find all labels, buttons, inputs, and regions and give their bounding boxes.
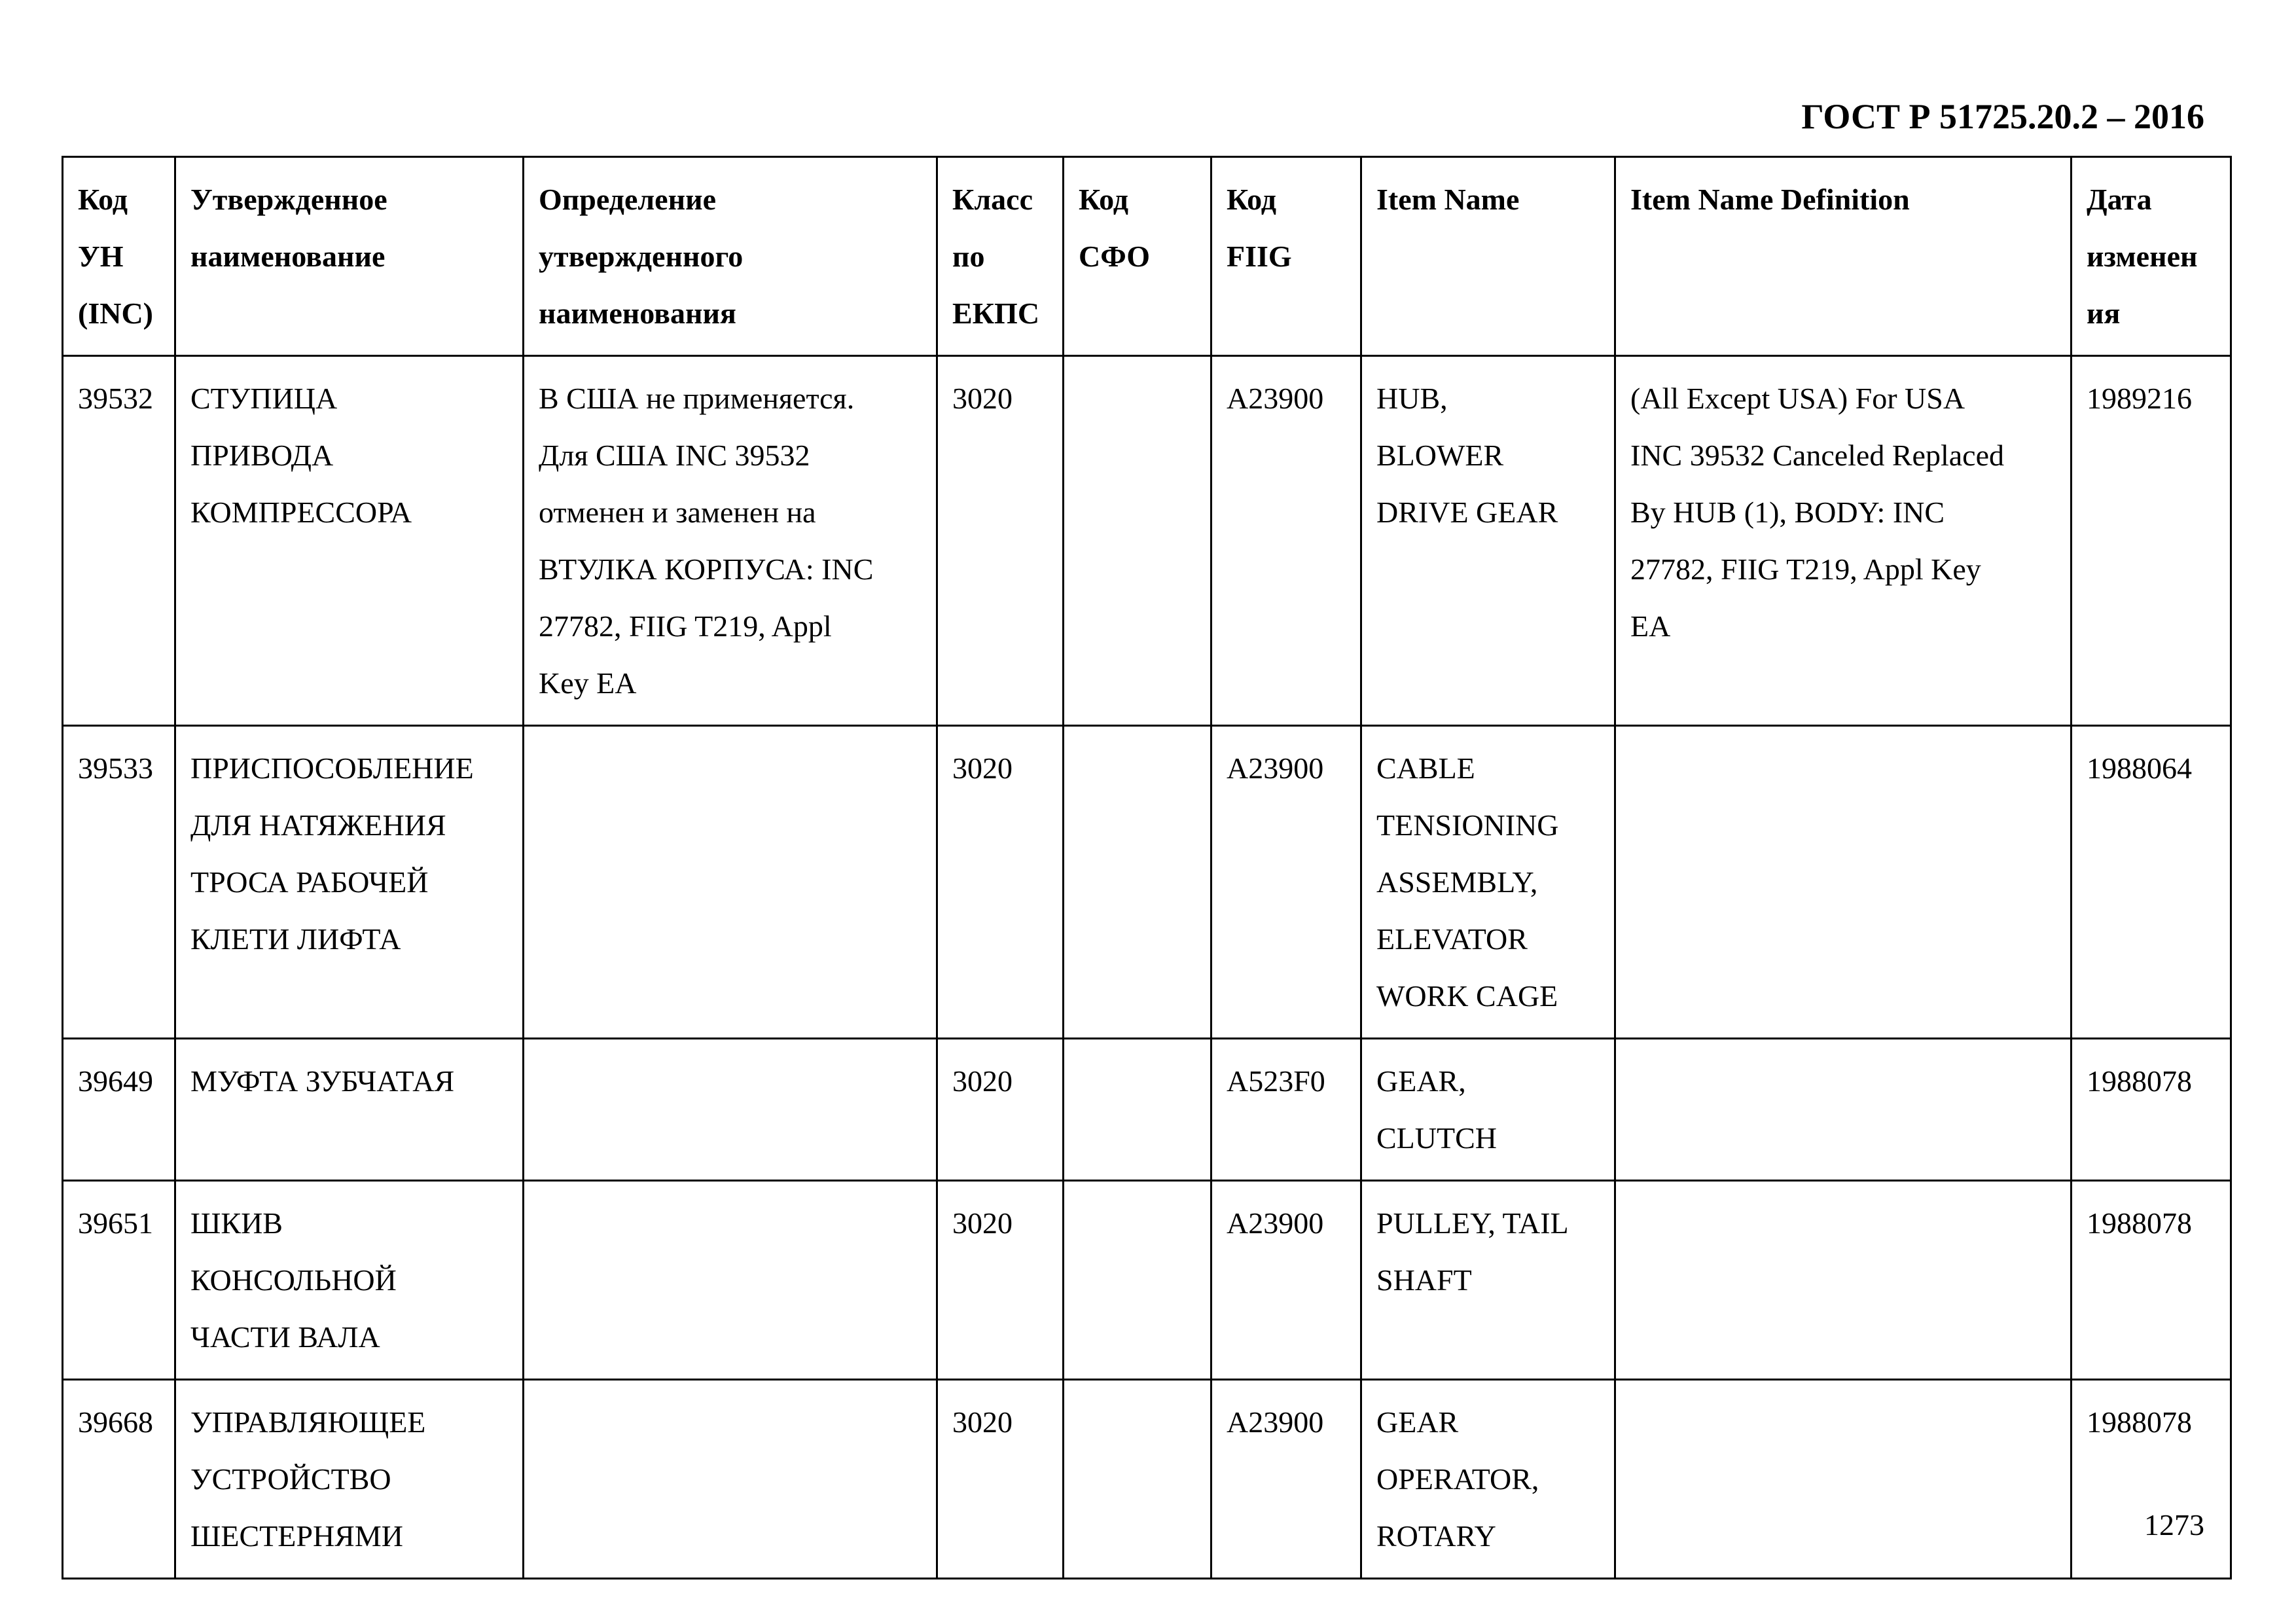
table-body — [63, 356, 2231, 1579]
column-header-line: Класс — [952, 183, 1033, 216]
column-header-sfo-code — [1064, 157, 1211, 356]
cell-line: 1988078 — [2087, 1405, 2192, 1439]
cell-inc-code — [63, 726, 175, 1039]
cell-inc-code — [63, 1039, 175, 1181]
cell-item-name — [1361, 1039, 1615, 1181]
cell-sfo-code — [1064, 1380, 1211, 1579]
cell-line: (All Except USA) For USA — [1630, 382, 1965, 415]
cell-line: GEAR — [1376, 1405, 1459, 1439]
cell-line: ЧАСТИ ВАЛА — [190, 1320, 380, 1354]
cell-item-name — [1361, 356, 1615, 726]
column-header-line: Утвержденное — [190, 183, 387, 216]
cell-fiig-code — [1211, 1380, 1361, 1579]
table-row — [63, 1181, 2231, 1380]
cell-line: PULLEY, TAIL — [1376, 1206, 1569, 1240]
cell-line: ШКИВ — [190, 1206, 283, 1240]
table-row — [63, 726, 2231, 1039]
cell-line: A23900 — [1227, 1206, 1324, 1240]
cell-line: СТУПИЦА — [190, 382, 338, 415]
cell-item-name-definition — [1615, 356, 2072, 726]
cell-line: Для США INC 39532 — [539, 439, 810, 472]
cell-line: By HUB (1), BODY: INC — [1630, 496, 1945, 529]
cell-line: ТРОСА РАБОЧЕЙ — [190, 865, 429, 899]
column-header-line: Код — [1227, 183, 1277, 216]
table-row — [63, 1380, 2231, 1579]
cell-name-definition — [524, 1039, 937, 1181]
cell-line: WORK CAGE — [1376, 979, 1558, 1013]
cell-line: КОНСОЛЬНОЙ — [190, 1263, 397, 1297]
cell-line: 3020 — [952, 1064, 1013, 1098]
cell-line: КЛЕТИ ЛИФТА — [190, 922, 401, 956]
cell-fiig-code — [1211, 1039, 1361, 1181]
page-number: 1273 — [2144, 1508, 2204, 1542]
cell-line: GEAR, — [1376, 1064, 1466, 1098]
cell-change-date — [2072, 1181, 2231, 1380]
column-header-inc-code — [63, 157, 175, 356]
table-row — [63, 356, 2231, 726]
cell-line: 1988078 — [2087, 1206, 2192, 1240]
cell-line: A23900 — [1227, 1405, 1324, 1439]
cell-approved-name — [175, 1380, 524, 1579]
cell-line: A523F0 — [1227, 1064, 1325, 1098]
cell-name-definition — [524, 726, 937, 1039]
cell-line: УПРАВЛЯЮЩЕЕ — [190, 1405, 426, 1439]
column-header-line: Item Name — [1376, 183, 1520, 216]
cell-line: CLUTCH — [1376, 1121, 1497, 1155]
cell-line: CABLE — [1376, 751, 1475, 785]
cell-approved-name — [175, 1181, 524, 1380]
cell-line: 1988064 — [2087, 751, 2192, 785]
cell-approved-name — [175, 1039, 524, 1181]
cell-name-definition — [524, 1380, 937, 1579]
cell-change-date — [2072, 1039, 2231, 1181]
cell-approved-name — [175, 356, 524, 726]
document-standard-header: ГОСТ Р 51725.20.2 – 2016 — [1801, 97, 2204, 136]
cell-item-name-definition — [1615, 1380, 2072, 1579]
cell-line: ДЛЯ НАТЯЖЕНИЯ — [190, 808, 446, 842]
column-header-line: СФО — [1079, 240, 1151, 273]
cell-fiig-code — [1211, 1181, 1361, 1380]
cell-inc-code — [63, 356, 175, 726]
column-header-line: ЕКПС — [952, 297, 1040, 330]
column-header-approved-name — [175, 157, 524, 356]
cell-sfo-code — [1064, 1181, 1211, 1380]
cell-fiig-code — [1211, 356, 1361, 726]
cell-line: КОМПРЕССОРА — [190, 496, 412, 529]
cell-item-name-definition — [1615, 1039, 2072, 1181]
column-header-ekps-class — [937, 157, 1064, 356]
cell-line: 27782, FIIG T219, Appl — [539, 609, 832, 643]
cell-line: INC 39532 Canceled Replaced — [1630, 439, 2004, 472]
column-header-line: изменен — [2087, 240, 2198, 273]
cell-line: ROTARY — [1376, 1519, 1496, 1553]
cell-line: A23900 — [1227, 382, 1324, 415]
column-header-line: Код — [78, 183, 128, 216]
cell-sfo-code — [1064, 726, 1211, 1039]
column-header-name-definition — [524, 157, 937, 356]
cell-line: ПРИВОДА — [190, 439, 334, 472]
cell-line: 39532 — [78, 382, 153, 415]
cell-line: TENSIONING — [1376, 808, 1559, 842]
column-header-line: Item Name Definition — [1630, 183, 1910, 216]
column-header-item-name — [1361, 157, 1615, 356]
cell-ekps-class — [937, 1181, 1064, 1380]
cell-line: 39651 — [78, 1206, 153, 1240]
column-header-line: наименования — [539, 297, 736, 330]
cell-item-name — [1361, 1380, 1615, 1579]
cell-line: МУФТА ЗУБЧАТАЯ — [190, 1064, 455, 1098]
cell-line: Key EA — [539, 666, 637, 700]
cell-item-name-definition — [1615, 726, 2072, 1039]
cell-line: 3020 — [952, 1405, 1013, 1439]
cell-line: 39668 — [78, 1405, 153, 1439]
classification-table — [62, 156, 2232, 1579]
column-header-line: наименование — [190, 240, 386, 273]
cell-change-date — [2072, 356, 2231, 726]
cell-line: OPERATOR, — [1376, 1462, 1539, 1496]
cell-line: 39533 — [78, 751, 153, 785]
cell-line: EA — [1630, 609, 1671, 643]
cell-line: 3020 — [952, 751, 1013, 785]
cell-ekps-class — [937, 1380, 1064, 1579]
table-container — [62, 156, 2232, 1579]
column-header-line: Определение — [539, 183, 717, 216]
column-header-line: ия — [2087, 297, 2121, 330]
cell-change-date — [2072, 1380, 2231, 1579]
cell-line: 39649 — [78, 1064, 153, 1098]
cell-approved-name — [175, 726, 524, 1039]
column-header-fiig-code — [1211, 157, 1361, 356]
cell-inc-code — [63, 1380, 175, 1579]
cell-line: DRIVE GEAR — [1376, 496, 1558, 529]
cell-line: 27782, FIIG T219, Appl Key — [1630, 552, 1981, 586]
cell-item-name-definition — [1615, 1181, 2072, 1380]
cell-line: 1989216 — [2087, 382, 2192, 415]
cell-name-definition — [524, 1181, 937, 1380]
cell-line: ШЕСТЕРНЯМИ — [190, 1519, 403, 1553]
column-header-line: FIIG — [1227, 240, 1292, 273]
cell-line: УСТРОЙСТВО — [190, 1462, 391, 1496]
column-header-line: УН — [78, 240, 124, 273]
cell-line: 3020 — [952, 382, 1013, 415]
cell-sfo-code — [1064, 1039, 1211, 1181]
cell-change-date — [2072, 726, 2231, 1039]
cell-line: ПРИСПОСОБЛЕНИЕ — [190, 751, 474, 785]
cell-item-name — [1361, 1181, 1615, 1380]
cell-ekps-class — [937, 1039, 1064, 1181]
cell-sfo-code — [1064, 356, 1211, 726]
cell-item-name — [1361, 726, 1615, 1039]
cell-name-definition — [524, 356, 937, 726]
cell-line: ASSEMBLY, — [1376, 865, 1538, 899]
column-header-line: по — [952, 240, 985, 273]
cell-ekps-class — [937, 356, 1064, 726]
cell-line: 3020 — [952, 1206, 1013, 1240]
cell-inc-code — [63, 1181, 175, 1380]
cell-line: отменен и заменен на — [539, 496, 816, 529]
column-header-line: утвержденного — [539, 240, 744, 273]
cell-fiig-code — [1211, 726, 1361, 1039]
cell-line: A23900 — [1227, 751, 1324, 785]
column-header-line: Дата — [2087, 183, 2152, 216]
table-header-row — [63, 157, 2231, 356]
column-header-line: (INC) — [78, 297, 153, 330]
cell-line: В США не применяется. — [539, 382, 855, 415]
cell-line: BLOWER — [1376, 439, 1504, 472]
cell-line: SHAFT — [1376, 1263, 1472, 1297]
cell-line: 1988078 — [2087, 1064, 2192, 1098]
cell-line: HUB, — [1376, 382, 1448, 415]
cell-line: ELEVATOR — [1376, 922, 1528, 956]
table-row — [63, 1039, 2231, 1181]
cell-ekps-class — [937, 726, 1064, 1039]
column-header-line: Код — [1079, 183, 1129, 216]
cell-line: ВТУЛКА КОРПУСА: INC — [539, 552, 874, 586]
column-header-item-name-definition — [1615, 157, 2072, 356]
column-header-change-date — [2072, 157, 2231, 356]
